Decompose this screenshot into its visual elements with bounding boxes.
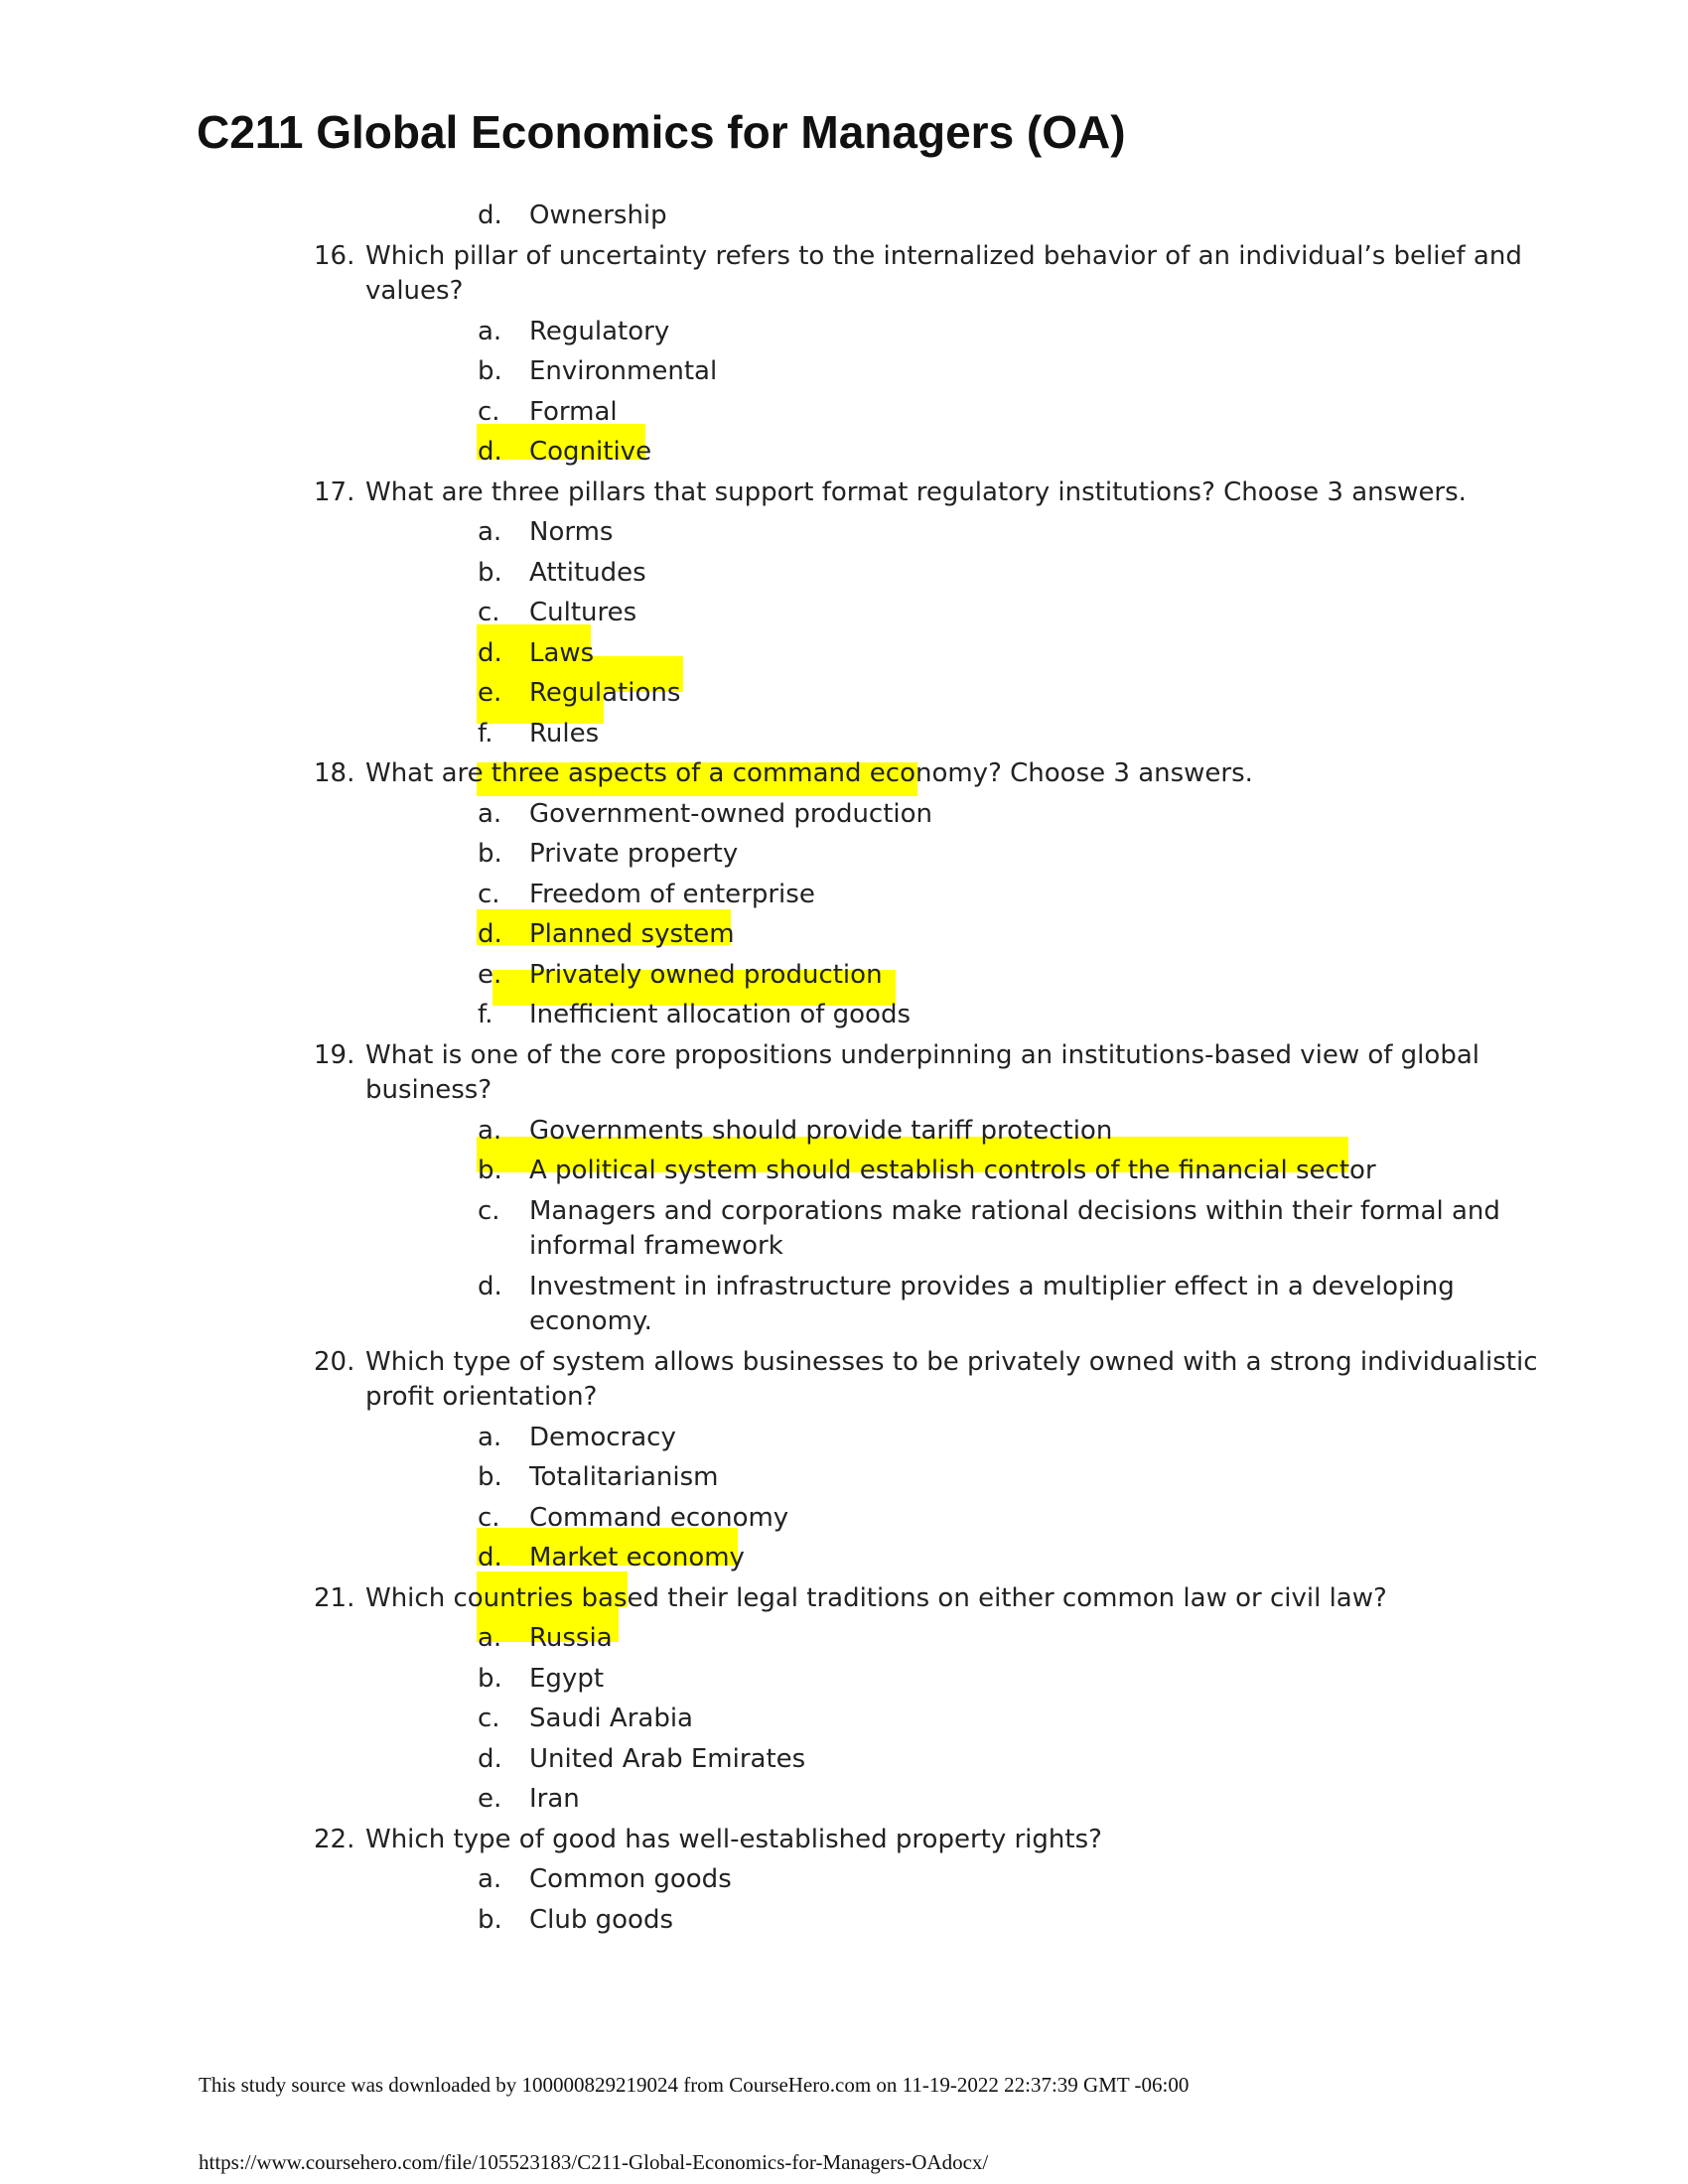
option-text: Planned system [529,919,735,949]
question-text: profit orientation? [365,1382,598,1412]
option-text-continued: economy. [529,1306,652,1336]
option-letter: a. [478,1864,502,1894]
option-text: Government-owned production [529,798,933,829]
option-letter: c. [478,396,500,427]
question-number: 18. [314,758,355,788]
option-text: Managers and corporations make rational decisions within their formal and [529,1195,1500,1226]
page-title: C211 Global Economics for Managers (OA) [197,106,1126,158]
option-letter: d. [478,437,502,467]
option-letter: c. [478,1195,500,1226]
option-letter: d. [478,637,502,668]
question-text: Which countries based their legal traditions on either common law or civil law? [365,1582,1387,1613]
option-text: Laws [529,637,595,668]
option-text: Saudi Arabia [529,1704,693,1733]
question-text: What is one of the core propositions underpinning an institutions-based view of global [365,1039,1479,1070]
option-letter: b. [478,839,502,869]
option-letter: c. [478,598,500,627]
option-text: Command economy [529,1502,789,1533]
option-letter: b. [478,1663,502,1694]
option-text: Russia [529,1623,613,1653]
option-letter: e. [478,1784,502,1814]
question-text: Which pillar of uncertainty refers to the internalized behavior of an individual’s belief and [365,240,1522,271]
option-letter: c. [478,1704,500,1733]
option-text: Cultures [529,598,637,627]
question-number: 22. [314,1824,355,1854]
option-letter: a. [478,1115,502,1146]
option-text: Attitudes [529,557,646,588]
option-letter: a. [478,798,502,829]
question-number: 17. [314,477,355,507]
option-text: Totalitarianism [529,1462,719,1492]
question-number: 21. [314,1582,355,1613]
option-text: Norms [529,517,614,547]
option-text: Democracy [529,1422,676,1452]
option-text: Regulations [529,678,681,708]
option-text: Cognitive [529,437,652,467]
question-text: Which type of good has well-established property rights? [365,1824,1102,1854]
option-letter: b. [478,1462,502,1492]
option-letter: a. [478,1422,502,1452]
option-letter: e. [478,678,502,708]
option-text: Rules [529,718,600,749]
question-text: business? [365,1075,492,1105]
option-text: Inefficient allocation of goods [529,1000,912,1029]
option-text: Regulatory [529,316,670,346]
option-letter: b. [478,1904,502,1935]
question-text: values? [365,276,464,306]
option-text: Governments should provide tariff protection [529,1115,1113,1146]
option-letter: d. [478,919,502,949]
option-letter: f. [478,1000,493,1029]
option-letter: b. [478,1156,502,1185]
question-text: What are three aspects of a command economy? Choose 3 answers. [365,758,1253,788]
option-text: Club goods [529,1904,673,1935]
option-letter: c. [478,879,500,909]
option-letter: d. [478,201,502,230]
option-letter: d. [478,1271,502,1301]
option-text: Environmental [529,356,718,386]
option-letter: b. [478,356,502,386]
option-text: A political system should establish controls of the financial sector [529,1156,1376,1185]
option-letter: d. [478,1743,502,1774]
option-text: Egypt [529,1663,605,1694]
question-text: Which type of system allows businesses to be privately owned with a strong individualistic [365,1346,1538,1377]
option-text: Privately owned production [529,959,883,990]
option-letter: f. [478,718,493,749]
question-number: 16. [314,240,355,271]
option-text: Ownership [529,201,667,230]
download-notice: This study source was downloaded by 100000829219024 from CourseHero.com on 11-19-2022 22:37:39 GMT -06:00 [199,2073,1190,2097]
option-letter: a. [478,1623,502,1653]
option-letter: e. [478,959,502,990]
option-text: Formal [529,396,618,427]
option-letter: a. [478,517,502,547]
option-text: Common goods [529,1864,732,1894]
source-url[interactable]: https://www.coursehero.com/file/105523183/C211-Global-Economics-for-Managers-OAdocx/ [199,2150,989,2174]
option-letter: d. [478,1543,502,1572]
option-text: Market economy [529,1543,745,1572]
question-text: What are three pillars that support format regulatory institutions? Choose 3 answers. [365,477,1467,507]
option-text: United Arab Emirates [529,1743,806,1774]
option-letter: c. [478,1502,500,1533]
option-text-continued: informal framework [529,1231,783,1261]
question-number: 20. [314,1346,355,1377]
option-text: Private property [529,839,739,869]
option-text: Freedom of enterprise [529,879,815,909]
option-text: Iran [529,1784,580,1814]
question-number: 19. [314,1039,355,1070]
option-text: Investment in infrastructure provides a multiplier effect in a developing [529,1271,1455,1301]
option-letter: b. [478,557,502,588]
option-letter: a. [478,316,502,346]
